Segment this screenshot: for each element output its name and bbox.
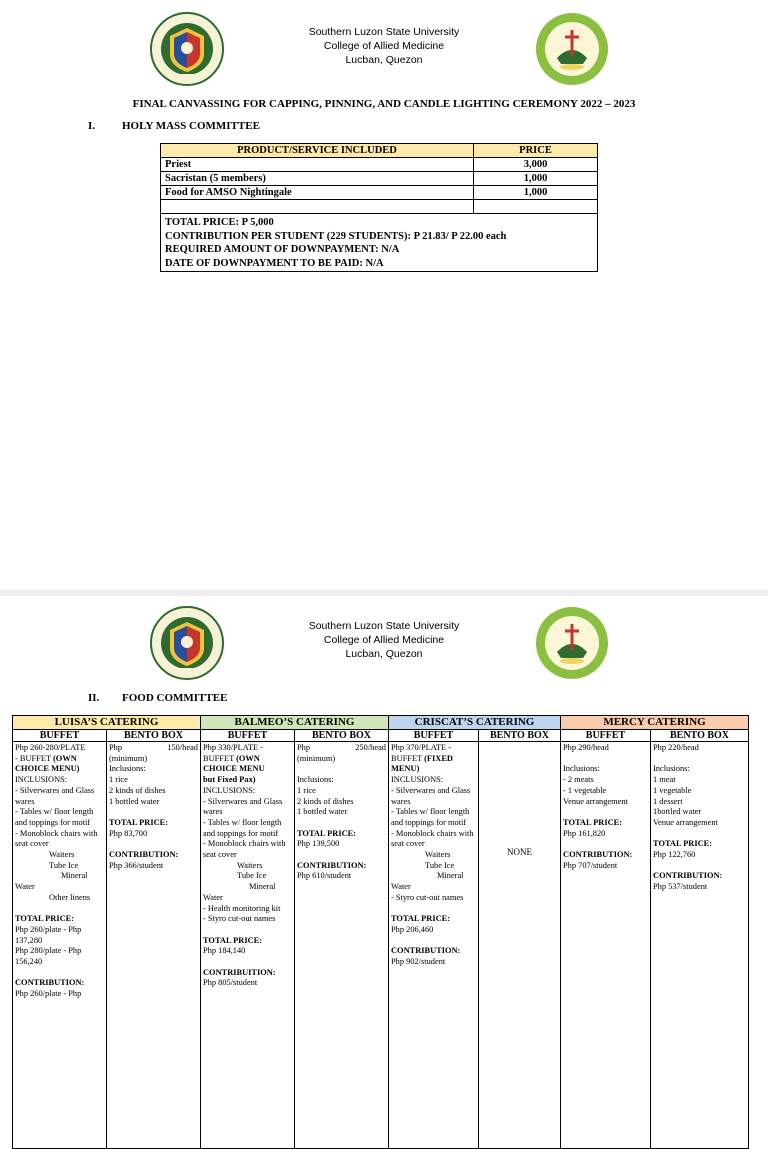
bento-header: BENTO BOX — [479, 730, 561, 742]
total-price-value: Php 161,820 — [563, 828, 606, 838]
inclusion-item: - Monoblock chairs with seat cover — [203, 839, 286, 860]
inclusion-item: Waiters — [237, 860, 263, 870]
price-cell: 1,000 — [474, 172, 598, 186]
inclusion-item: 1 rice — [109, 775, 128, 785]
item-cell: Food for AMSO Nightingale — [161, 186, 474, 200]
inclusions-label: Inclusions: — [297, 775, 334, 785]
bento-header: BENTO BOX — [107, 730, 201, 742]
total-price-label: TOTAL PRICE: — [653, 839, 713, 849]
inclusions-label: INCLUSIONS: — [203, 785, 256, 795]
inclusion-item: Venue arrangement — [563, 796, 628, 806]
inclusion-item: 1 meat — [653, 775, 676, 785]
item-cell — [161, 200, 474, 214]
column-header: PRODUCT/SERVICE INCLUDED — [161, 144, 474, 158]
inclusion-item: Tube Ice — [49, 860, 79, 870]
balmeo-bento-cell — [295, 742, 389, 1149]
inclusion-item: 1 dessert — [653, 796, 683, 806]
price-cell — [474, 200, 598, 214]
total-price-value: Php 122,760 — [653, 850, 696, 859]
criscat-bento-cell: NONE — [479, 742, 561, 1149]
caterer-header-luisa: LUISA’S CATERING — [13, 716, 201, 730]
total-price-label: TOTAL PRICE: — [391, 914, 451, 924]
inclusion-item: 1 vegetable — [653, 785, 692, 795]
minimum-note: (minimum) — [297, 753, 336, 763]
caterer-header-criscat: CRISCAT’S CATERING — [389, 716, 561, 730]
inclusion-item: - Styro cut-out names — [203, 914, 276, 924]
section-heading-food — [88, 692, 227, 704]
college-name: College of Allied Medicine — [323, 40, 445, 52]
inclusion-item: - Tables w/ floor length and toppings for motif — [203, 817, 282, 838]
menu-note: (OWN — [236, 753, 260, 763]
inclusion-item: Water — [15, 882, 35, 892]
inclusions-label: Inclusions: — [563, 764, 600, 774]
total-price-value: Php 260/plate - Php 137,280 — [15, 924, 82, 945]
inclusion-item: - Styro cut-out names — [391, 892, 464, 902]
package-type: - BUFFET — [15, 753, 51, 763]
inclusion-item: Tube Ice — [237, 871, 267, 881]
location: Lucban, Quezon — [345, 648, 423, 660]
inclusion-item: - Silverwares and Glass wares — [203, 796, 283, 817]
inclusions-label: Inclusions: — [109, 764, 146, 774]
price-line: Php 370/PLATE - — [391, 743, 452, 752]
inclusion-item: Waiters — [425, 850, 451, 860]
contribution-label: CONTRIBUTION: — [653, 871, 723, 881]
balmeo-buffet-cell — [201, 742, 295, 1149]
inclusion-item: - Monoblock chairs with seat cover — [15, 828, 98, 849]
inclusion-item: 2 kinds of dishes — [297, 796, 354, 806]
menu-note: (OWN CHOICE MENU) — [15, 753, 80, 774]
total-price-label: TOTAL PRICE: — [109, 817, 169, 827]
total-price-label: TOTAL PRICE: — [297, 828, 357, 838]
contribution-label: CONTRIBUTION: — [297, 860, 367, 870]
price-line: 250/head — [355, 743, 386, 752]
college-name: College of Allied Medicine — [323, 634, 445, 646]
holy-mass-table — [160, 143, 598, 272]
table-row — [161, 200, 598, 214]
table-row — [161, 172, 598, 186]
inclusion-item: Mineral — [437, 871, 464, 881]
criscat-buffet-cell — [389, 742, 479, 1149]
total-price-value: Php 184,140 — [203, 946, 246, 956]
luisa-buffet-cell — [13, 742, 107, 1149]
section-title: FOOD COMMITTEE — [122, 692, 228, 704]
buffet-header: BUFFET — [13, 730, 107, 742]
contribution-label: CONTRIBUTION: — [563, 849, 633, 859]
luisa-bento-cell — [107, 742, 201, 1149]
contribution-value: Php 537/student — [653, 882, 708, 892]
inclusion-item: - 1 vegetable — [563, 785, 607, 795]
contribution-label: CONTRIBUTION: — [15, 978, 85, 988]
letterhead — [0, 619, 768, 661]
university-name: Southern Luzon State University — [308, 620, 460, 632]
menu-note: (FIXED — [424, 753, 453, 763]
buffet-header: BUFFET — [201, 730, 295, 742]
bento-header: BENTO BOX — [651, 730, 749, 742]
inclusion-item: - Monoblock chairs with seat cover — [391, 828, 474, 849]
menu-note: but Fixed Pax) — [203, 775, 256, 785]
contribution-value: Php 707/student — [563, 860, 618, 870]
summary-cell — [161, 214, 598, 272]
inclusion-item: - 2 meats — [563, 775, 594, 785]
inclusions-label: Inclusions: — [653, 764, 690, 774]
inclusion-item: Waiters — [49, 850, 75, 860]
location: Lucban, Quezon — [345, 54, 423, 66]
inclusion-item: Water — [391, 882, 411, 892]
caterer-header-row — [13, 716, 749, 730]
inclusion-item: Water — [203, 892, 223, 902]
section-title: HOLY MASS COMMITTEE — [122, 120, 260, 132]
inclusions-label: INCLUSIONS: — [391, 775, 444, 785]
section-heading-holy-mass — [88, 120, 260, 132]
menu-note: CHOICE MENU — [203, 764, 265, 774]
mercy-buffet-cell — [561, 742, 651, 1149]
letterhead — [0, 25, 768, 67]
food-committee-table — [12, 715, 749, 1149]
total-price-label: TOTAL PRICE: — [15, 914, 75, 924]
inclusion-item: 1bottled water — [653, 807, 702, 817]
total-price-value: Php 206,460 — [391, 924, 434, 934]
document-title: FINAL CANVASSING FOR CAPPING, PINNING, AND CANDLE LIGHTING CEREMONY 2022 – 2023 — [132, 98, 636, 110]
price-cell: 1,000 — [474, 186, 598, 200]
inclusion-item: Mineral — [249, 882, 276, 892]
buffet-header: BUFFET — [389, 730, 479, 742]
inclusion-item: - Tables w/ floor length and toppings for motif — [391, 807, 470, 827]
price-line: Php — [297, 743, 311, 752]
contribution-label: CONTRIBUTION: — [391, 946, 461, 956]
mercy-bento-cell — [651, 742, 749, 1149]
university-name: Southern Luzon State University — [308, 26, 460, 38]
table-row — [161, 186, 598, 200]
contribution-value: Php 366/student — [109, 860, 164, 870]
contribution-value: Php 260/plate - Php — [15, 989, 82, 999]
package-type: BUFFET — [391, 753, 423, 763]
caterer-header-balmeo: BALMEO’S CATERING — [201, 716, 389, 730]
price-line: Php — [109, 743, 123, 752]
total-price-label: TOTAL PRICE: — [203, 935, 263, 945]
bento-header: BENTO BOX — [295, 730, 389, 742]
contribution-label: CONTRIBUTION: — [109, 850, 179, 859]
total-price-value: Php 83,700 — [109, 828, 148, 838]
inclusion-item: 1 bottled water — [297, 807, 348, 817]
inclusion-item: 1 rice — [297, 785, 316, 795]
price-cell: 3,000 — [474, 158, 598, 172]
inclusion-item: Venue arrangement — [653, 817, 718, 827]
inclusion-item: 2 kinds of dishes — [109, 785, 166, 795]
summary-row — [161, 214, 598, 272]
inclusion-item: - Tables w/ floor length and toppings for motif — [15, 807, 94, 827]
contribution-per-student: CONTRIBUTION PER STUDENT (229 STUDENTS): P 21.83/ P 22.00 each — [165, 230, 507, 242]
minimum-note: (minimum) — [109, 753, 148, 763]
package-header-row — [13, 730, 749, 742]
item-cell: Sacristan (5 members) — [161, 172, 474, 186]
table-row — [161, 158, 598, 172]
inclusion-item: Tube Ice — [425, 860, 455, 870]
inclusion-item: - Health monitoring kit — [203, 903, 281, 913]
price-line: Php 330/PLATE - — [203, 743, 264, 752]
table-header-row — [161, 144, 598, 158]
price-line: Php 260-280/PLATE — [15, 743, 86, 752]
total-price-value: Php 280/plate - Php 156,240 — [15, 946, 82, 967]
contribution-value: Php 610/student — [297, 871, 352, 881]
inclusions-label: INCLUSIONS: — [15, 775, 68, 785]
contribution-value: Php 902/student — [391, 957, 446, 967]
inclusion-item: Mineral — [61, 871, 88, 881]
total-price: TOTAL PRICE: P 5,000 — [165, 217, 274, 228]
caterer-header-mercy: MERCY CATERING — [561, 716, 749, 730]
price-line: Php 220/head — [653, 743, 699, 752]
inclusion-item: - Silverwares and Glass wares — [15, 785, 95, 806]
package-details-row — [13, 742, 749, 1149]
total-price-label: TOTAL PRICE: — [563, 817, 623, 827]
menu-note: MENU) — [391, 764, 420, 774]
downpayment-date: DATE OF DOWNPAYMENT TO BE PAID: N/A — [165, 257, 384, 269]
section-number: I. — [88, 120, 96, 132]
section-number: II. — [88, 692, 100, 704]
inclusion-item: 1 bottled water — [109, 796, 160, 806]
contribution-label: CONTRIBUITION: — [203, 967, 276, 977]
inclusion-item: - Silverwares and Glass wares — [391, 785, 471, 806]
buffet-header: BUFFET — [561, 730, 651, 742]
price-line: Php 290/head — [563, 743, 609, 752]
inclusion-item: Other linens — [49, 892, 91, 902]
total-price-value: Php 139,500 — [297, 839, 340, 849]
contribution-value: Php 805/student — [203, 978, 258, 988]
package-type: BUFFET — [203, 753, 235, 763]
item-cell: Priest — [161, 158, 474, 172]
price-line: 150/head — [167, 743, 198, 752]
column-header: PRICE — [474, 144, 598, 158]
required-downpayment: REQUIRED AMOUNT OF DOWNPAYMENT: N/A — [165, 244, 400, 255]
